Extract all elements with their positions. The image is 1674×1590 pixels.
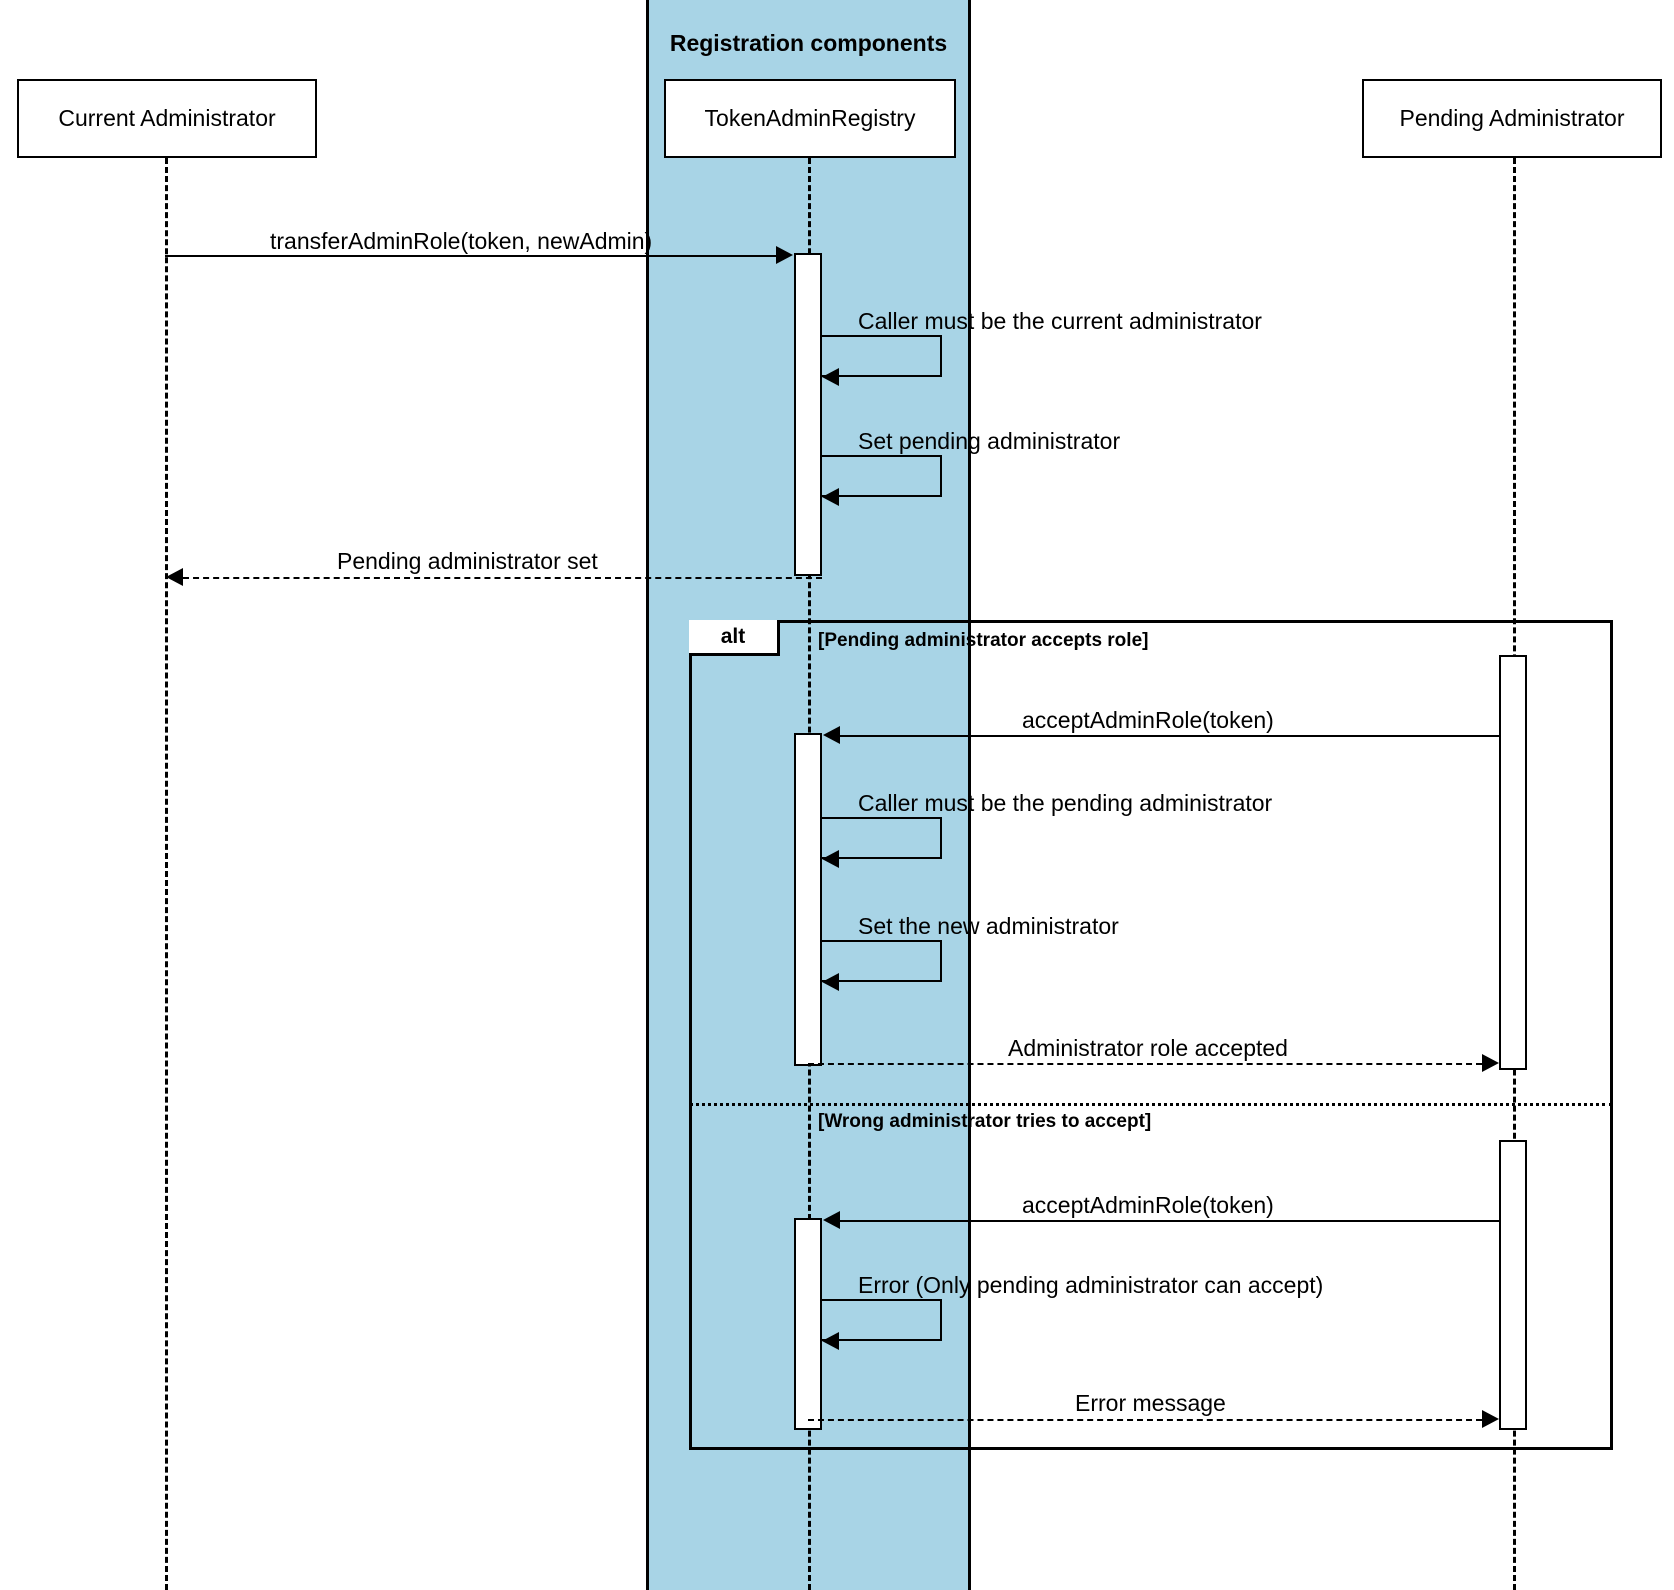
group-label: Registration components — [669, 30, 948, 56]
message-line-m4 — [183, 577, 822, 579]
message-label-m3: Set pending administrator — [858, 428, 1121, 454]
message-line-m11 — [808, 1419, 1482, 1421]
message-arrowhead-m9 — [823, 1211, 840, 1229]
self-message-m2 — [822, 335, 942, 377]
lifeline-current-administrator — [165, 158, 168, 1590]
message-arrowhead-m6 — [822, 850, 839, 868]
message-arrowhead-m5 — [823, 726, 840, 744]
message-label-m7: Set the new administrator — [858, 913, 1119, 939]
message-label-m5: acceptAdminRole(token) — [1022, 707, 1274, 733]
alt-condition-2: [Wrong administrator tries to accept] — [818, 1111, 1152, 1132]
self-message-m10 — [822, 1299, 942, 1341]
participant-label: Pending Administrator — [1399, 105, 1625, 131]
activation-token-admin-registry-1 — [794, 253, 822, 576]
participant-pending-administrator — [1362, 79, 1662, 158]
message-arrowhead-m4 — [166, 568, 183, 586]
message-arrowhead-m11 — [1482, 1410, 1499, 1428]
message-arrowhead-m8 — [1482, 1054, 1499, 1072]
message-line-m5 — [840, 735, 1499, 737]
message-arrowhead-m3 — [822, 488, 839, 506]
message-arrowhead-m1 — [776, 246, 793, 264]
message-label-m6: Caller must be the pending administrator — [858, 790, 1273, 816]
self-message-m3 — [822, 455, 942, 497]
participant-token-admin-registry — [664, 79, 956, 158]
message-line-m1 — [165, 255, 778, 257]
message-line-m9 — [840, 1220, 1499, 1222]
message-label-m10: Error (Only pending administrator can accept) — [858, 1272, 1324, 1298]
message-line-m8 — [808, 1063, 1482, 1065]
alt-fragment-operator: alt — [689, 620, 780, 656]
participant-label: Current Administrator — [58, 105, 276, 131]
self-message-m7 — [822, 940, 942, 982]
message-label-m8: Administrator role accepted — [1008, 1035, 1288, 1061]
message-arrowhead-m10 — [822, 1332, 839, 1350]
message-label-m4: Pending administrator set — [337, 548, 598, 574]
activation-pending-administrator-2 — [1499, 1140, 1527, 1430]
alt-fragment-divider — [689, 1103, 1613, 1106]
message-label-m1: transferAdminRole(token, newAdmin) — [270, 228, 653, 254]
activation-pending-administrator-1 — [1499, 655, 1527, 1070]
message-arrowhead-m2 — [822, 368, 839, 386]
message-label-m11: Error message — [1075, 1390, 1226, 1416]
self-message-m6 — [822, 817, 942, 859]
activation-token-admin-registry-3 — [794, 1218, 822, 1430]
alt-condition-1: [Pending administrator accepts role] — [818, 630, 1149, 651]
activation-token-admin-registry-2 — [794, 733, 822, 1066]
message-label-m2: Caller must be the current administrator — [858, 308, 1262, 334]
message-label-m9: acceptAdminRole(token) — [1022, 1192, 1274, 1218]
participant-label: TokenAdminRegistry — [704, 105, 916, 131]
message-arrowhead-m7 — [822, 973, 839, 991]
participant-current-administrator — [17, 79, 317, 158]
